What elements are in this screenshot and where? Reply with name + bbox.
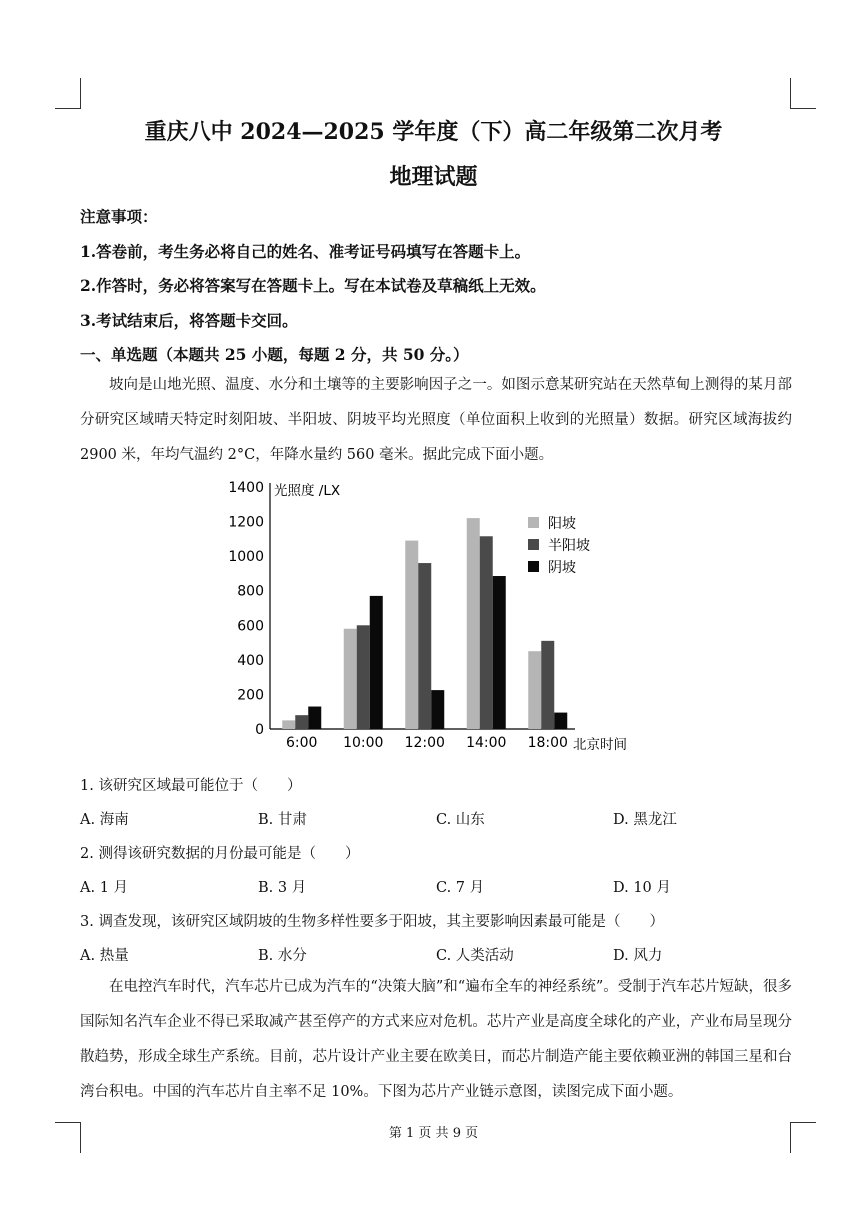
bar-阳坡-6:00 [282, 720, 295, 729]
x-tick-label: 6:00 [286, 735, 318, 751]
y-tick-label: 200 [237, 687, 264, 704]
question-1-stem: 1. 该研究区域最可能位于（ ） [80, 778, 302, 794]
passage-2: 在电控汽车时代，汽车芯片已成为汽车的“决策大脑”和“遍布全车的神经系统”。受制于汽车芯片短缺，很多国际知名汽车企业不得已采取减产甚至停产的方式来应对危机。芯片产业是高度全球化的产业，产业布局呈现分散趋势，形成全球生产系统。目前，芯片设计产业主要在欧美日，而芯片制造产能主要依赖亚洲的韩国三星和台湾台积电。中国的汽车芯片自主率不足 10%。下图为芯片产业链示意图，读图完成下面小题。 [80, 979, 792, 1100]
bar-阴坡-18:00 [554, 713, 567, 729]
bar-阴坡-10:00 [370, 596, 383, 729]
legend-swatch-阴坡 [528, 561, 539, 572]
legend-label-阴坡: 阴坡 [548, 560, 576, 576]
legend-label-半阳坡: 半阳坡 [548, 538, 590, 554]
bar-阴坡-14:00 [493, 576, 506, 729]
y-tick-label: 400 [237, 652, 264, 669]
x-tick-label: 10:00 [343, 735, 384, 751]
question-3-option-d[interactable]: D. 风力 [613, 948, 663, 964]
page-footer: 第 1 页 共 9 页 [388, 1126, 479, 1141]
crop-mark-top-left [55, 78, 81, 109]
x-tick-label: 18:00 [527, 735, 568, 751]
question-1-option-b[interactable]: B. 甘肃 [258, 812, 307, 828]
notice-item-2: 2.作答时，务必将答案写在答题卡上。写在本试卷及草稿纸上无效。 [80, 276, 546, 295]
bar-阳坡-18:00 [528, 651, 541, 729]
exam-subtitle: 地理试题 [389, 164, 478, 190]
bar-半阳坡-12:00 [418, 563, 431, 729]
question-3-option-b[interactable]: B. 水分 [258, 948, 307, 964]
y-tick-label: 600 [237, 618, 264, 635]
question-3-stem: 3. 调查发现，该研究区域阴坡的生物多样性要多于阳坡，其主要影响因素最可能是（ ） [80, 914, 664, 930]
notice-heading: 注意事项： [80, 207, 158, 226]
question-1-option-c[interactable]: C. 山东 [436, 812, 485, 828]
bar-阴坡-6:00 [308, 707, 321, 729]
light-intensity-bar-chart [220, 475, 640, 780]
question-2-option-c[interactable]: C. 7 月 [436, 880, 485, 896]
passage-1: 坡向是山地光照、温度、水分和土壤等的主要影响因子之一。如图示意某研究站在天然草甸上测得的某月部分研究区域晴天特定时刻阳坡、半阳坡、阴坡平均光照度（单位面积上收到的光照量）数据。研究区域海拔约 2900 米，年均气温约 2°C，年降水量约 560 毫米。据此完成下面小题。 [80, 377, 792, 463]
x-tick-label: 12:00 [404, 735, 445, 751]
legend-swatch-阳坡 [528, 517, 539, 528]
question-1-option-a[interactable]: A. 海南 [80, 812, 129, 828]
bar-半阳坡-14:00 [480, 536, 493, 729]
y-tick-label: 800 [237, 583, 264, 600]
y-tick-label: 1400 [228, 480, 264, 496]
bar-半阳坡-18:00 [541, 641, 554, 729]
y-tick-label: 1000 [228, 549, 264, 566]
exam-title: 重庆八中 2024—2025 学年度（下）高二年级第二次月考 [144, 119, 723, 145]
question-1-option-d[interactable]: D. 黑龙江 [613, 812, 677, 828]
legend-swatch-半阳坡 [528, 539, 539, 550]
notice-item-1: 1.答卷前，考生务必将自己的姓名、准考证号码填写在答题卡上。 [80, 242, 531, 261]
notice-item-3: 3.考试结束后，将答题卡交回。 [80, 311, 298, 330]
y-tick-label: 1200 [228, 514, 264, 531]
question-3-option-a[interactable]: A. 热量 [80, 948, 129, 964]
question-3-option-c[interactable]: C. 人类活动 [436, 948, 514, 964]
bar-阳坡-12:00 [405, 541, 418, 729]
y-tick-label: 0 [255, 722, 264, 738]
section-heading: 一、单选题（本题共 25 小题，每题 2 分，共 50 分。） [80, 345, 469, 364]
crop-mark-top-right [790, 78, 816, 109]
bar-半阳坡-6:00 [295, 715, 308, 729]
question-2-option-b[interactable]: B. 3 月 [258, 880, 307, 896]
bar-阳坡-10:00 [344, 629, 357, 729]
x-tick-label: 14:00 [466, 735, 507, 751]
y-axis-label: 光照度 /LX [274, 483, 341, 499]
x-axis-label: 北京时间 [573, 737, 627, 753]
question-2-stem: 2. 测得该研究数据的月份最可能是（ ） [80, 846, 360, 862]
bar-阳坡-14:00 [467, 518, 480, 729]
bar-阴坡-12:00 [431, 690, 444, 729]
question-2-option-d[interactable]: D. 10 月 [613, 880, 671, 896]
question-2-option-a[interactable]: A. 1 月 [80, 880, 129, 896]
legend-label-阳坡: 阳坡 [548, 516, 576, 532]
bar-半阳坡-10:00 [357, 625, 370, 729]
